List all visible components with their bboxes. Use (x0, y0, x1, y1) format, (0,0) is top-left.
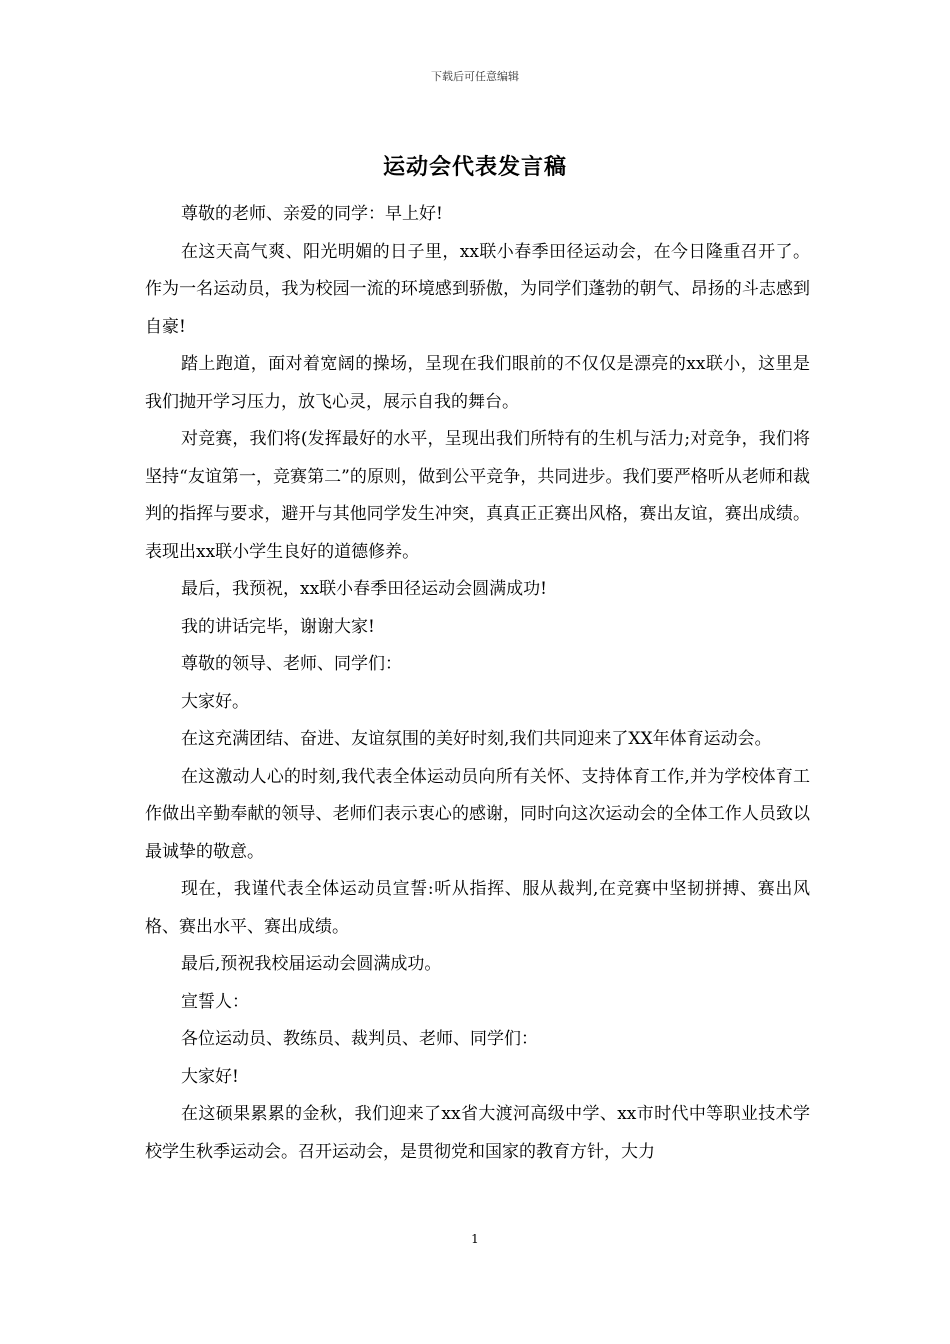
paragraph: 我的讲话完毕，谢谢大家! (181, 616, 375, 637)
page-header-note: 下载后可任意编辑 (431, 70, 519, 83)
paragraph: 大家好! (181, 1066, 239, 1087)
paragraph: 对竞赛，我们将(发挥最好的水平，呈现出我们所特有的生机与活力;对竞争，我们将坚持“友谊第一，竞赛第二”的原则，做到公平竞争，共同进步。我们要严格听从老师和裁判的指挥与要求，避开与其他同学发生冲突，真真正正赛出风格，赛出友谊，赛出成绩。表现出xx联小学生良好的道德修养。 (145, 429, 810, 562)
page-number: 1 (471, 1232, 479, 1246)
paragraph: 尊敬的老师、亲爱的同学：早上好! (181, 204, 443, 224)
paragraph: 尊敬的领导、老师、同学们： (181, 654, 402, 674)
paragraph: 在这硕果累累的金秋，我们迎来了xx省大渡河高级中学、xx市时代中等职业技术学校学生秋季运动会。召开运动会，是贯彻党和国家的教育方针，大力 (145, 1104, 810, 1162)
paragraph: 在这激动人心的时刻,我代表全体运动员向所有关怀、支持体育工作,并为学校体育工作做出辛勤奉献的领导、老师们表示衷心的感谢，同时向这次运动会的全体工作人员致以最诚挚的敬意。 (145, 766, 810, 862)
paragraph: 在这充满团结、奋进、友谊氛围的美好时刻,我们共同迎来了XX年体育运动会。 (181, 729, 772, 749)
paragraph: 最后，我预祝，xx联小春季田径运动会圆满成功! (181, 579, 548, 599)
document-title: 运动会代表发言稿 (382, 155, 567, 180)
paragraph: 现在，我谨代表全体运动员宣誓:听从指挥、服从裁判,在竞赛中坚韧拼搏、赛出风格、赛出水平、赛出成绩。 (145, 879, 810, 937)
paragraph: 在这天高气爽、阳光明媚的日子里，xx联小春季田径运动会，在今日隆重召开了。作为一名运动员，我为校园一流的环境感到骄傲，为同学们蓬勃的朝气、昂扬的斗志感到自豪! (145, 241, 810, 337)
paragraph: 最后,预祝我校届运动会圆满成功。 (181, 954, 442, 974)
paragraph: 踏上跑道，面对着宽阔的操场，呈现在我们眼前的不仅仅是漂亮的xx联小，这里是我们抛开学习压力，放飞心灵，展示自我的舞台。 (145, 354, 810, 412)
paragraph: 各位运动员、教练员、裁判员、老师、同学们： (181, 1029, 538, 1049)
paragraph: 大家好。 (181, 691, 249, 712)
document-body (145, 196, 810, 1171)
paragraph: 宣誓人： (181, 991, 249, 1012)
